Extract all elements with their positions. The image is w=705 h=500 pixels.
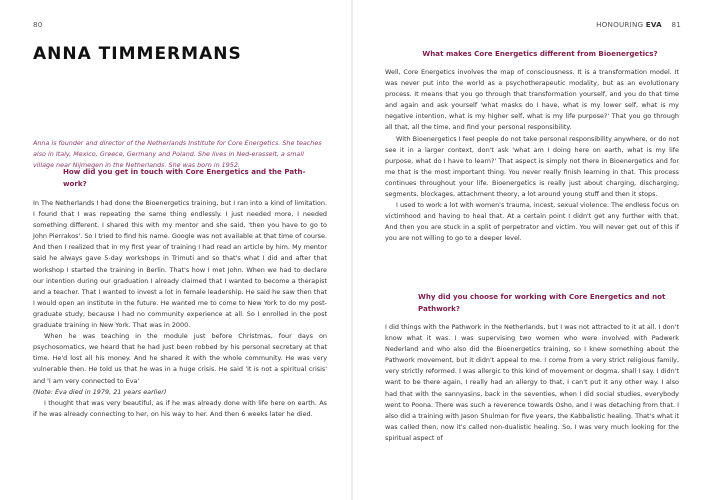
right-body-text-1 [385, 67, 679, 245]
editor-note: (Note: Eva died in 1979, 21 years earlier) [33, 387, 167, 396]
running-header-right [596, 20, 681, 29]
paragraph: In The Netherlands I had done the Bioenergetics training, but I ran into a kind of limitation. I found that I was repeating the same thing endlessly. I just needed more, I needed something different. I shared this with my mentor and she said, 'then you have to go to John Pierrakos'. So I tried to find his name. Google was not available at that time of course. And then I realized that in my first year of training I had read an article by him. My mentor said he always gave 5-day workshops in Trimuti and so that's what I did and after that workshop I started the training in Berlin. That's how I met John. When we had to declare our intention during our graduation I already claimed that I wanted to become a therapist and a teacher. That I wanted to invest a lot in female leadership. He said he saw then that I would open an institute in the future. He wanted me to come to New York to do my post-graduate study, because I had no community experience at all. So I enrolled in the post graduate training in New York. That was in 2000. [33, 199, 327, 330]
question-heading-1: How did you get in touch with Core Energetics and the Path-work? [63, 167, 306, 188]
left-page-number: 80 [33, 20, 43, 29]
right-body-text-2 [385, 322, 679, 444]
question-heading-3: Why did you choose for working with Core Energetics and not Pathwork? [418, 292, 666, 313]
running-header-section: HONOURING [596, 20, 644, 29]
paragraph: Well, Core Energetics involves the map of consciousness. It is a transformation model. It was never put into the world as a psychotherapeutic modality, but as an evolutionary process. It means that you go through that transformation yourself, and you do that time and again and ask yourself 'what masks do I have, what is my lower self, what is my negative intention, what is my higher self, what is my life purpose?' That you go through all that, all the time, and find your personal responsibility. [385, 68, 679, 132]
author-intro: Anna is founder and director of the Netherlands Institute for Core Energetics. She teaches also in Italy, Mexico, Greece, Germany and Poland. She lives in Ned-erasselt, a small village near Nijmegen in the Netherlands. She was born in 1952. [33, 139, 322, 169]
paragraph: I did things with the Pathwork in the Netherlands, but I was not attracted to it at all. I don't know what it was. I was supervising two women who were involved with Padwerk Nederland and who also did the Bioenergetics training, so I knew something about the Pathwork movement, but it didn't appeal to me. I come from a very strict religious family, very strictly reformed. I was allergic to this kind of movement or dogma, shall I say. I didn't want to be there again, I really had an allergy to that, I can't put it any other way. I also had that with the sannyasins, back in the seventies, when I did social studies, everybody went to Poona. There was such a reverence towards Osho, and I was detaching from that. I also did a training with Jason Shulman for five years, the Kabbalistic healing. That's what it was called then, now it's called non-dualistic healing. So, I was very much looking for the spiritual aspect of [385, 323, 679, 442]
paragraph: I used to work a lot with women's trauma, incest, sexual violence. The endless focus on victimhood and having to heal that. At a certain point I didn't get any further with that. And then you are stuck in a split of perpetrator and victim. You will never get out of this if you are not willing to go to a deeper level. [385, 201, 679, 243]
chapter-title: ANNA TIMMERMANS [33, 44, 242, 64]
left-body-text [33, 198, 327, 420]
page-gutter [351, 0, 353, 500]
paragraph: With Bioenergetics I feel people do not take personal responsibility anywhere, or do not see it in a larger context, don't ask 'what am I doing here on earth, what is my life purpose, what do I have to learn?' That aspect is simply not there in Bioenergetics and for me that is the most important thing. You never really finish learning in that. This process continues throughout your life. Bioenergetics is really just about charging, discharging, segments, blockages, attachment theory, a lot around young stuff and then it stops. [385, 134, 679, 199]
right-page-number: 81 [671, 20, 681, 29]
question-heading-2: What makes Core Energetics different from Bioenergetics? [422, 49, 658, 58]
running-header-name: EVA [645, 20, 662, 29]
paragraph: When he was teaching in the module just before Christmas, four days on psychosomatics, we heard that he had just been robbed by his personal secretary at that time. He'd lost all his money. And he shared it with the whole community. He was very vulnerable then. He told us that he was in a huge crisis. He said 'it is not a spiritual crisis' and 'I am very connected to Eva' [33, 332, 327, 385]
paragraph: I thought that was very beautiful, as if he was already done with life here on earth. As if he was already connecting to her, on his way to her. And then 6 weeks later he died. [33, 398, 327, 418]
